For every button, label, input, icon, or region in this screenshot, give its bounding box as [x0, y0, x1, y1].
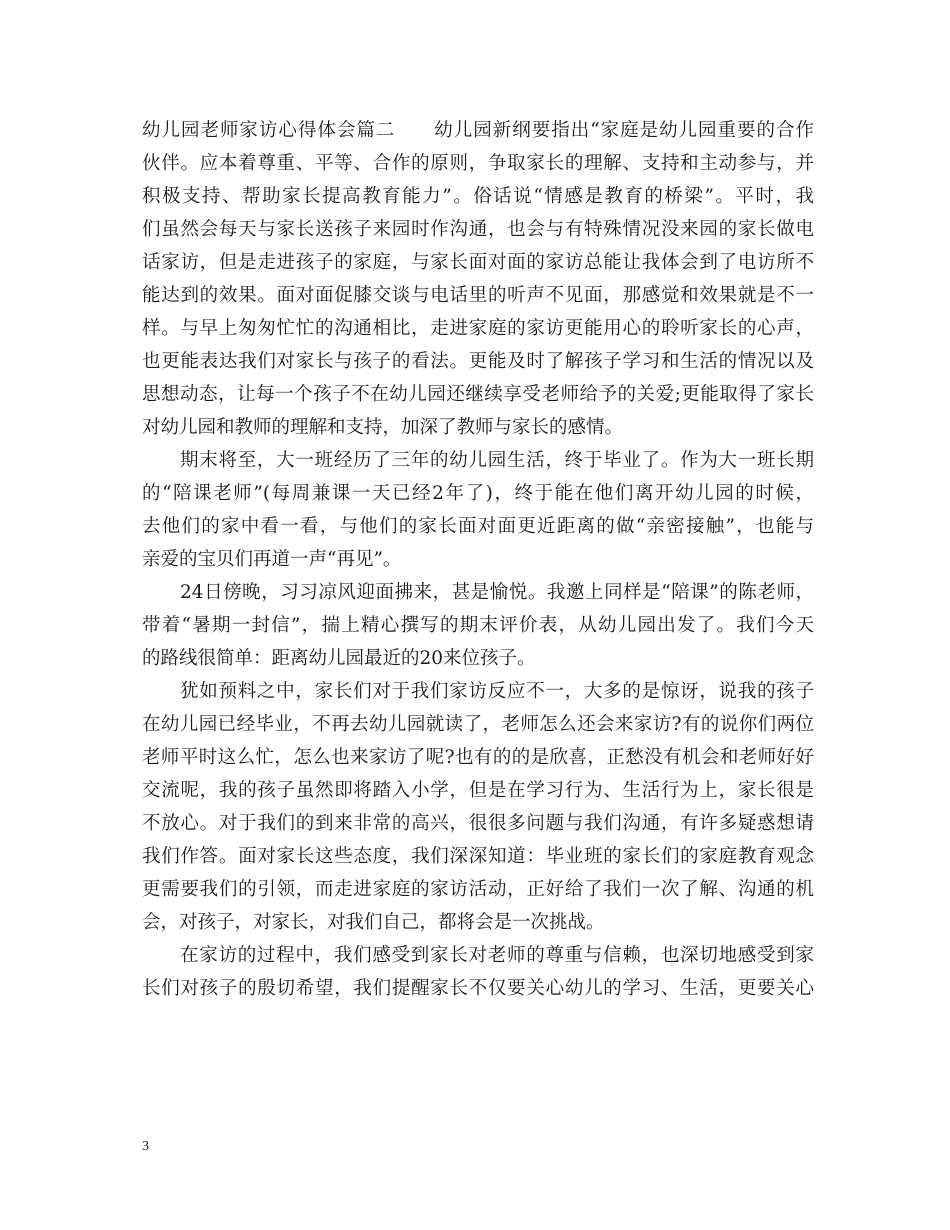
paragraph-line: 在家访的过程中，我们感受到家长对老师的尊重与信赖，也深切地感受到家 — [180, 945, 814, 966]
paragraph-line: 思想动态，让每一个孩子不在幼儿园还继续享受老师给予的关爱;更能取得了家长 — [142, 384, 814, 405]
paragraph-line: 在幼儿园已经毕业，不再去幼儿园就读了，老师怎么还会来家访?有的说你们两位 — [142, 714, 814, 735]
paragraph-line: 交流呢，我的孩子虽然即将踏入小学，但是在学习行为、生活行为上，家长很是 — [142, 780, 814, 801]
paragraph-line: 积极支持、帮助家长提高教育能力”。俗话说“情感是教育的桥梁”。平时，我 — [142, 186, 814, 207]
paragraph-line: 伙伴。应本着尊重、平等、合作的原则，争取家长的理解、支持和主动参与，并 — [142, 153, 814, 174]
paragraph-line: 也更能表达我们对家长与孩子的看法。更能及时了解孩子学习和生活的情况以及 — [142, 351, 814, 372]
paragraph-line: 话家访，但是走进孩子的家庭，与家长面对面的家访总能让我体会到了电访所不 — [142, 252, 814, 273]
paragraph-line: 亲爱的宝贝们再道一声“再见”。 — [142, 549, 402, 570]
paragraph-line: 样。与早上匆匆忙忙的沟通相比，走进家庭的家访更能用心的聆听家长的心声， — [142, 318, 814, 339]
paragraph-line: 的“陪课老师”(每周兼课一天已经2年了)，终于能在他们离开幼儿园的时候， — [142, 483, 814, 504]
paragraph-line: 去他们的家中看一看，与他们的家长面对面更近距离的做“亲密接触”，也能与 — [142, 516, 814, 537]
page-number: 3 — [142, 1139, 149, 1154]
paragraph-line: 幼儿园老师家访心得体会篇二 幼儿园新纲要指出“家庭是幼儿园重要的合作 — [142, 120, 814, 141]
paragraph-line: 期末将至，大一班经历了三年的幼儿园生活，终于毕业了。作为大一班长期 — [180, 450, 814, 471]
paragraph-line: 更需要我们的引领，而走进家庭的家访活动，正好给了我们一次了解、沟通的机 — [142, 879, 814, 900]
paragraph-line: 我们作答。面对家长这些态度，我们深深知道：毕业班的家长们的家庭教育观念 — [142, 846, 814, 867]
paragraph-line: 们虽然会每天与家长送孩子来园时作沟通，也会与有特殊情况没来园的家长做电 — [142, 219, 814, 240]
paragraph-line: 长们对孩子的殷切希望，我们提醒家长不仅要关心幼儿的学习、生活，更要关心 — [142, 978, 814, 999]
paragraph-line: 不放心。对于我们的到来非常的高兴，很很多问题与我们沟通，有许多疑惑想请 — [142, 813, 814, 834]
paragraph-line: 犹如预料之中，家长们对于我们家访反应不一，大多的是惊讶，说我的孩子 — [180, 681, 814, 702]
paragraph-line: 对幼儿园和教师的理解和支持，加深了教师与家长的感情。 — [142, 417, 624, 438]
paragraph-line: 带着“暑期一封信”，揣上精心撰写的期末评价表，从幼儿园出发了。我们今天 — [142, 615, 814, 636]
paragraph-line: 能达到的效果。面对面促膝交谈与电话里的听声不见面，那感觉和效果就是不一 — [142, 285, 814, 306]
paragraph-line: 的路线很简单：距离幼儿园最近的20来位孩子。 — [142, 648, 536, 669]
paragraph-line: 会，对孩子，对家长，对我们自己，都将会是一次挑战。 — [142, 912, 605, 933]
paragraph-line: 24日傍晚，习习凉风迎面拂来，甚是愉悦。我邀上同样是“陪课”的陈老师， — [180, 582, 814, 603]
paragraph-line: 老师平时这么忙，怎么也来家访了呢?也有的的是欣喜，正愁没有机会和老师好好 — [142, 747, 814, 768]
